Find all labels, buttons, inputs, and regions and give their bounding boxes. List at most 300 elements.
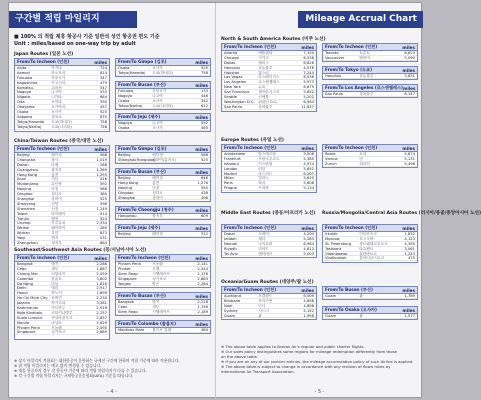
city-name-korean: 밴쿠버 — [359, 55, 370, 60]
city-name: Chicago — [224, 55, 239, 60]
city-name: Komatsu — [17, 85, 34, 90]
route-table — [14, 58, 110, 132]
mileage-value: 1,629 — [96, 320, 107, 325]
city-name: Tokyo(Haneda) — [118, 70, 146, 75]
table-header — [116, 59, 210, 66]
city-name-korean: 몰디브 말레 — [152, 328, 172, 332]
mileage-value: 6,623 — [404, 51, 415, 55]
route-table — [115, 113, 211, 132]
route-table — [115, 292, 211, 316]
city-name-korean: 선양 — [51, 201, 59, 206]
city-name-korean: 우한 — [51, 231, 59, 236]
city-name-korean: 나이로비 — [258, 241, 273, 246]
city-name-korean: 상파울루 — [359, 92, 374, 96]
origin-label: From/To Tokyo (도쿄) — [325, 67, 373, 72]
mileage-value: 2,889 — [96, 330, 107, 335]
origin-label: From/To Cheongju (청주) — [118, 207, 174, 212]
route-table — [14, 145, 110, 246]
city-name: Tokyo(Narita) — [118, 103, 143, 108]
city-name-korean: 밀라노 — [258, 176, 269, 181]
mileage-value: 568 — [200, 153, 208, 157]
city-name: Qingdao — [17, 192, 33, 197]
mileage-value: 4,578 — [303, 65, 314, 70]
table-header — [323, 145, 417, 152]
intro-line-korean: ■ 100% 의 적립 제휴 항공사 기준 일반석 성인 항공권 편도 기준 — [14, 34, 160, 40]
city-name-korean: 빈 — [359, 156, 363, 161]
mileage-value: 2,176 — [197, 271, 208, 276]
table-row — [116, 126, 210, 131]
city-name: Houston — [224, 70, 240, 75]
city-name-korean: 오사카 — [152, 98, 163, 103]
table-header — [116, 225, 210, 232]
city-name: Tokyo(Narita) — [17, 124, 42, 129]
mileage-value: 533 — [99, 90, 107, 95]
city-name-korean: 런던 — [258, 166, 266, 171]
mileage-value: 2,218 — [197, 300, 208, 304]
city-name-korean: 리야드 — [258, 246, 269, 251]
mileage-value: 1,699 — [96, 291, 107, 296]
city-name: Las Vegas — [224, 75, 243, 80]
mileage-value: 5,003 — [303, 251, 314, 256]
city-name-korean: 시드니 — [258, 308, 269, 313]
city-name: New York — [224, 85, 241, 90]
mileage-value: 360 — [99, 192, 107, 197]
origin-label: From/To Osaka (오사카) — [325, 307, 377, 312]
note-line: ※ The above table is subject to change in accordance with any revision of flown miles by — [221, 364, 391, 369]
city-name-korean: 토론토 — [359, 51, 370, 55]
mileage-value: 416 — [99, 177, 107, 182]
route-table — [322, 286, 418, 300]
city-name: Phnom Penh — [118, 262, 141, 266]
mileage-value: 2,284 — [197, 281, 208, 286]
city-name-korean: 홍콩 — [51, 172, 59, 177]
route-table — [221, 43, 317, 112]
table-row — [323, 256, 417, 261]
mileage-value: 5,620 — [303, 176, 314, 181]
city-name: Vladivostok — [325, 256, 347, 261]
mileage-value: 5,973 — [303, 80, 314, 85]
city-name-korean: 오사카 — [152, 66, 163, 70]
city-name-korean: 자카르타 — [51, 301, 66, 306]
table-header — [116, 169, 210, 176]
mileage-value: 592 — [99, 182, 107, 187]
city-name-korean: 마드리드 — [258, 171, 273, 176]
city-name: Brisbane — [224, 298, 241, 303]
city-name-korean: 울란바토르 — [359, 251, 377, 256]
page-number-right: - 5 - — [314, 389, 325, 395]
mileage-value: 6,036 — [303, 75, 314, 80]
city-name: Madrid — [224, 171, 237, 176]
origin-label: From/To Gimpo (김포) — [118, 59, 167, 64]
city-name: Paris — [224, 181, 233, 186]
unit-label: miles — [195, 321, 208, 327]
city-name: Wuhan — [17, 231, 30, 236]
city-name-korean: 세부 — [152, 304, 160, 309]
city-name-korean: 후쿠오카 — [51, 75, 66, 80]
table-header — [116, 255, 210, 262]
route-table — [322, 224, 418, 263]
city-name: Toronto — [325, 51, 339, 55]
mileage-value: 2,059 — [96, 271, 107, 276]
table-header — [116, 146, 210, 153]
left-notes — [14, 358, 211, 378]
city-name-korean: 푸껫 — [152, 266, 160, 271]
city-name: Dubai — [224, 232, 235, 236]
city-name-korean: 난징 — [152, 185, 160, 190]
mileage-value: 684 — [99, 95, 107, 100]
city-name-korean: 방콕 — [152, 300, 160, 304]
city-name-korean: 우루무치 — [51, 221, 66, 226]
city-name: Ho Chi Minh City — [17, 296, 48, 301]
unit-label: miles — [402, 85, 416, 91]
page-number-left: - 4 - — [107, 389, 117, 395]
brochure-spread — [8, 2, 481, 398]
route-table — [221, 224, 317, 258]
city-name: Hong Kong — [118, 180, 139, 185]
city-name-korean: 베이징 — [51, 153, 62, 157]
table-header — [15, 255, 109, 262]
left-page-header: 구간별 적립 마일리지 — [9, 11, 137, 28]
city-name: Osaka — [17, 110, 29, 115]
city-name: Atlanta — [224, 51, 238, 55]
table-header — [15, 59, 109, 66]
note-line: ※ 각 구간별 적립 마일리지는 국제항공운송협회(IATA) 기준을 따릅니다. — [14, 373, 134, 378]
city-name: Jinan — [17, 177, 27, 182]
city-name-korean: 싱가포르 — [51, 330, 66, 335]
city-name-korean: 제다 — [258, 236, 266, 241]
mileage-value: 3,061 — [404, 246, 415, 251]
mileage-value: 1,577 — [404, 314, 415, 318]
mileage-value: 568 — [99, 187, 107, 192]
table-header — [323, 44, 417, 51]
city-name: Beijing — [17, 153, 30, 157]
table-row — [116, 232, 210, 237]
table-row — [222, 105, 316, 110]
mileage-value: 758 — [99, 124, 107, 129]
city-name: Dallas — [224, 60, 236, 65]
unit-label: miles — [94, 255, 107, 261]
route-table — [115, 254, 211, 288]
mileage-value: 1,243 — [404, 251, 415, 256]
mileage-value: 5,131 — [404, 156, 415, 161]
city-name-korean: 나고야 — [152, 121, 163, 125]
city-name-korean: 상트페테르부르크 — [359, 241, 388, 246]
table-header — [116, 321, 210, 328]
city-name: Kota Kinabalu — [17, 310, 43, 315]
city-name: Shenzhen — [17, 206, 36, 211]
origin-label: From/To Busan (부산) — [118, 293, 166, 298]
origin-label: From/To Gimpo (김포) — [118, 146, 167, 151]
city-name: Sapporo — [17, 114, 33, 119]
city-name-korean: 칭다오 — [152, 190, 163, 195]
city-name: Tashkent — [325, 246, 342, 251]
mileage-value: 4,898 — [303, 298, 314, 303]
city-name: Siem Reap — [118, 271, 138, 276]
city-name-korean: 콜롬보 — [51, 276, 62, 281]
note-line: ※ The above table applies to Korean Air's regular and public charter flights. — [221, 344, 365, 349]
mileage-value: 398 — [99, 201, 107, 206]
city-name: Seattle — [224, 95, 238, 100]
city-name-korean: 양곤 — [152, 281, 160, 286]
mileage-value: 390 — [99, 100, 107, 105]
mileage-value: 5,652 — [303, 90, 314, 95]
city-name: Phuket — [118, 266, 131, 271]
mileage-value: 5,385 — [303, 156, 314, 161]
city-name-korean: 시엠레아프 — [152, 309, 170, 314]
city-name-korean: 애틀랜타 — [258, 51, 273, 55]
mileage-value: 2,857 — [96, 315, 107, 320]
mileage-value: 484 — [200, 328, 208, 332]
city-name-korean: 로스앤젤레스 — [258, 80, 280, 85]
city-name-korean: 방콕 — [51, 262, 59, 266]
city-name-korean: 다낭 — [51, 281, 59, 286]
origin-label: From/To Incheon (인천) — [224, 287, 277, 292]
right-page — [216, 3, 481, 399]
city-name-korean: 오이타 — [51, 100, 62, 105]
city-name: Los Angeles — [224, 80, 247, 85]
mileage-value: 2,257 — [96, 310, 107, 315]
mileage-value: 5,134 — [303, 186, 314, 191]
city-name: San Francisco — [224, 90, 250, 95]
origin-label: From/To Incheon (인천) — [17, 146, 70, 151]
route-table — [115, 320, 211, 334]
mileage-value: 5,090 — [404, 55, 415, 60]
origin-label: From/To Incheon (인천) — [325, 225, 378, 230]
city-name-korean: 텔아비브 — [258, 251, 273, 256]
unit-label: miles — [402, 307, 415, 313]
mileage-value: 2,918 — [96, 306, 107, 311]
mileage-value: 873 — [99, 231, 107, 236]
city-name: Beijing — [118, 176, 131, 180]
mileage-value: 870 — [99, 114, 107, 119]
city-name: Frankfurt — [224, 156, 241, 161]
city-name-korean: 칭다오 — [51, 192, 62, 197]
table-row — [222, 186, 316, 191]
mileage-value: 2,189 — [197, 309, 208, 314]
mileage-value: 342 — [200, 98, 208, 103]
table-header — [15, 146, 109, 153]
unit-label: miles — [195, 225, 208, 231]
table-header — [323, 85, 417, 92]
city-name-korean: 지난 — [51, 177, 59, 182]
city-name-korean: 암스테르담 — [258, 152, 276, 156]
city-name: St. Petersburg — [325, 241, 352, 246]
unit-label: miles — [301, 225, 314, 231]
city-name-korean: 프놈펜 — [51, 325, 62, 330]
city-name: Shanghai — [17, 197, 35, 202]
origin-label: From/To Incheon (인천) — [224, 145, 277, 150]
route-table — [322, 84, 418, 98]
mileage-value: 4,123 — [404, 236, 415, 241]
city-name: Zurich — [325, 161, 337, 166]
section-label-mideast: Middle East Routes (중동/아프리카 노선) — [221, 211, 316, 216]
mileage-value: 4,204 — [303, 232, 314, 236]
mileage-value: 3,802 — [96, 276, 107, 281]
city-name-korean: 가고시마 — [51, 80, 66, 85]
mileage-value: 1,249 — [96, 206, 107, 211]
route-table — [322, 43, 418, 62]
mileage-value: 1,269 — [96, 167, 107, 172]
city-name: Kuala Lumpur — [17, 315, 43, 320]
mileage-value: 475 — [407, 256, 415, 261]
route-table — [221, 286, 317, 320]
route-table — [115, 81, 211, 110]
city-name-korean: 하노이 — [51, 291, 62, 296]
table-row — [323, 162, 417, 167]
city-name: Hanoi — [17, 291, 28, 296]
mileage-value: 6,964 — [303, 241, 314, 246]
mileage-value: 6,009 — [303, 294, 314, 298]
city-name-korean: 니가타 — [51, 95, 62, 100]
mileage-value: 1,789 — [404, 294, 415, 298]
mileage-value: 814 — [99, 70, 107, 75]
city-name-korean: 베이징 — [152, 232, 163, 236]
mileage-value: 2,544 — [197, 266, 208, 271]
city-name: Rome — [325, 152, 336, 156]
city-name: Singapore — [17, 330, 36, 335]
city-name: Shanghai — [118, 195, 136, 200]
unit-label: miles — [195, 169, 208, 175]
city-name-korean: 정저우 — [51, 241, 62, 246]
city-name-korean: 호놀룰루 — [359, 74, 374, 78]
city-name: Irkutsk — [325, 232, 338, 236]
city-name: Mudanjiang — [17, 182, 39, 187]
mileage-value: 531 — [99, 236, 107, 241]
city-name: Nairobi — [224, 241, 238, 246]
unit-label: miles — [402, 287, 415, 293]
mileage-value: 5,152 — [303, 308, 314, 313]
city-name-korean: 아키타 — [51, 66, 62, 70]
city-name-korean: 워싱턴 D.C. — [258, 99, 278, 104]
origin-label: From/To Incheon (인천) — [224, 225, 277, 230]
table-row — [323, 294, 417, 299]
city-name-korean: 톈진 — [51, 216, 59, 221]
mileage-value: 1,293 — [96, 172, 107, 177]
intro-line-english: Unit : miles/based on one-way trip by adult — [14, 41, 136, 47]
table-row — [116, 104, 210, 109]
city-name-korean: 아오모리 — [51, 70, 66, 75]
city-name: Fukuoka — [118, 89, 134, 93]
mileage-value: 446 — [200, 93, 208, 98]
note-line: ※ Our sales policy distinguishes some regions for mileage redemption differently from those — [221, 349, 397, 354]
city-name-korean: 베이징 — [152, 176, 163, 180]
city-name-korean: 항저우 — [152, 214, 163, 218]
city-name: Weihai — [17, 226, 30, 231]
city-name: Riyadh — [224, 246, 237, 251]
route-table — [115, 224, 211, 238]
table-row — [323, 56, 417, 61]
table-row — [222, 314, 316, 319]
table-row — [323, 74, 417, 79]
city-name: Kathmandu — [17, 306, 39, 311]
mileage-value: 4,395 — [404, 241, 415, 246]
city-name: Niigata — [17, 95, 31, 100]
city-name: Bangkok — [118, 300, 134, 304]
city-name: Yanji — [17, 236, 26, 241]
city-name-korean: 선전 — [51, 206, 59, 211]
city-name-korean: 시엠레아프 — [152, 271, 170, 276]
mileage-value: 6,207 — [303, 171, 314, 176]
section-label-sea: Southeast/Southwest Asia Routes (동/서남아시아 노선) — [14, 248, 147, 253]
mileage-value: 457 — [99, 105, 107, 110]
table-header — [323, 67, 417, 74]
origin-label: From/To Jeju (제주) — [118, 114, 161, 119]
unit-label: miles — [195, 146, 208, 152]
route-table — [115, 168, 211, 202]
table-header — [116, 293, 210, 300]
table-row — [116, 214, 210, 219]
mileage-value: 6,964 — [303, 99, 314, 104]
city-name-korean: 도쿄(하네다) — [152, 70, 173, 75]
city-name: Vancouver — [325, 55, 345, 60]
city-name: Istanbul — [224, 161, 239, 166]
city-name-korean: 상하이(훙차오) — [152, 157, 177, 162]
unit-label: miles — [301, 287, 314, 293]
city-name: Washington D.C. — [224, 99, 255, 104]
mileage-value: 5,202 — [303, 95, 314, 100]
city-name-korean: 프라하 — [258, 186, 269, 191]
city-name-korean: 광저우 — [51, 167, 62, 172]
city-name: Qingdao — [118, 190, 134, 195]
city-name-korean: 프랑크푸르트 — [258, 156, 280, 161]
mileage-value: 525 — [200, 157, 208, 162]
city-name: Tianjin — [17, 216, 30, 221]
unit-label: miles — [195, 293, 208, 299]
city-name-korean: 삿포로 — [51, 114, 62, 119]
city-name: Osaka — [118, 125, 130, 130]
city-name: Prague — [224, 186, 237, 191]
city-name: Fukuoka — [17, 75, 33, 80]
table-header — [116, 82, 210, 89]
unit-label: miles — [402, 44, 415, 50]
city-name: Okayama — [17, 105, 35, 110]
table-row — [15, 330, 109, 335]
unit-label: miles — [94, 59, 107, 65]
mileage-value: 1,019 — [96, 157, 107, 162]
city-name-korean: 댈러스 — [258, 60, 269, 65]
city-name: Nagoya — [17, 90, 32, 95]
mileage-value: 6,538 — [303, 55, 314, 60]
city-name: Da Nang — [17, 281, 33, 286]
note-line: ※ 제휴 항공사의 경우 각 항공사 기준에 따라 적립 마일리지가 다를 수 있습니다. — [14, 368, 147, 373]
city-name: Oita — [17, 100, 25, 105]
city-name: Ulaanbaatar — [325, 251, 348, 256]
table-row — [116, 71, 210, 76]
route-table — [322, 144, 418, 168]
route-table — [322, 66, 418, 80]
city-name: Cebu — [118, 304, 128, 309]
origin-label: From/To Busan (부산) — [118, 169, 166, 174]
city-name: Chiang Mai — [17, 271, 38, 276]
city-name: Changsha — [17, 157, 36, 162]
city-name: Nadi — [224, 303, 233, 308]
city-name: Nanjing — [118, 185, 133, 190]
city-name: Zhengzhou — [17, 241, 38, 246]
city-name-korean: 괌 — [359, 314, 363, 318]
city-name: Bangkok — [17, 262, 33, 266]
city-name-korean: 세부 — [51, 266, 59, 271]
mileage-value: 496 — [200, 195, 208, 200]
mileage-value: 6,826 — [303, 60, 314, 65]
city-name-korean: 타슈켄트 — [359, 246, 374, 251]
mileage-value: 2,286 — [96, 262, 107, 266]
mileage-value: 524 — [99, 216, 107, 221]
table-row — [323, 314, 417, 319]
mileage-value: 550 — [200, 185, 208, 190]
city-name-korean: 난징 — [51, 187, 59, 192]
table-header — [222, 287, 316, 294]
unit-label: miles — [94, 146, 107, 152]
